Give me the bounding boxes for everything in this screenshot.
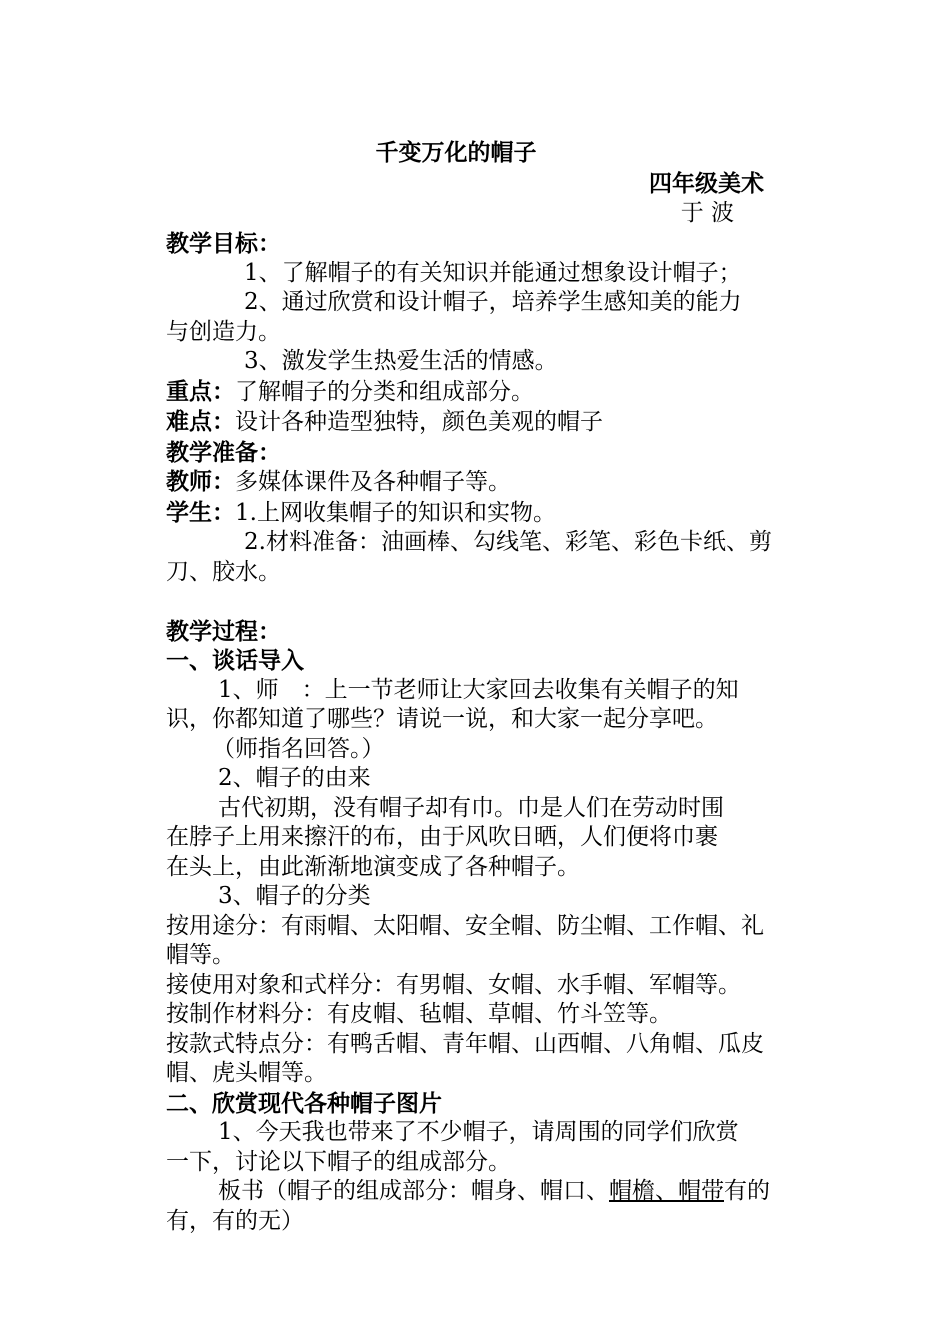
- board-writing-pre: 板书（帽子的组成部分：帽身、帽口、: [218, 1178, 609, 1204]
- classification-1: 按用途分：有雨帽、太阳帽、安全帽、防尘帽、工作帽、礼: [166, 912, 764, 939]
- preparation-heading: 教学准备：: [166, 438, 281, 466]
- paragraph-1: 1、师 ：上一节老师让大家回去收集有关帽子的知: [218, 676, 739, 703]
- teacher-text: 多媒体课件及各种帽子等。: [235, 469, 511, 495]
- objective-2-cont: 与创造力。: [166, 318, 281, 345]
- grade-label: 四年级美术: [649, 170, 764, 197]
- key-point: [166, 377, 786, 408]
- paragraph-3-cont-2: 在头上，由此渐渐地演变成了各种帽子。: [166, 853, 580, 880]
- paragraph-4: 3、帽子的分类: [218, 883, 371, 909]
- paragraph-3: 古代初期，没有帽子却有巾。巾是人们在劳动时围: [218, 794, 724, 821]
- classification-4-cont: 帽、虎头帽等。: [166, 1060, 327, 1086]
- key-point-label: 重点：: [166, 377, 235, 405]
- key-point-text: 了解帽子的分类和组成部分。: [235, 378, 534, 405]
- document-title: 千变万化的帽子: [375, 139, 537, 166]
- document-page: [166, 138, 786, 1236]
- section-2-para-1-cont: 一下，讨论以下帽子的组成部分。: [166, 1148, 511, 1175]
- difficult-point-text: 设计各种造型独特，颜色美观的帽子: [235, 409, 603, 435]
- teacher-label: 教师：: [166, 468, 235, 495]
- paragraph-2: 2、帽子的由来: [218, 765, 371, 791]
- paragraph-1-note: （师指名回答。）: [212, 735, 385, 762]
- student-text-1: 1.上网收集帽子的知识和实物。: [235, 499, 556, 526]
- difficult-point-label: 难点：: [166, 408, 235, 435]
- objective-3: 3、激发学生热爱生活的情感。: [244, 348, 558, 374]
- board-writing-cont: 有，有的无）: [166, 1207, 304, 1234]
- objective-1: 1、了解帽子的有关知识并能通过想象设计帽子；: [244, 259, 742, 286]
- difficult-point: [166, 407, 786, 438]
- paragraph-3-cont-1: 在脖子上用来擦汗的布，由于风吹日晒，人们便将巾裹: [166, 824, 718, 850]
- classification-2: 接使用对象和式样分：有男帽、女帽、水手帽、军帽等。: [166, 971, 741, 998]
- student-prep: [166, 498, 786, 529]
- author-name: 于 波: [680, 200, 734, 226]
- objective-2: 2、通过欣赏和设计帽子，培养学生感知美的能力: [244, 289, 742, 315]
- classification-3: 按制作材料分：有皮帽、毡帽、草帽、竹斗笠等。: [166, 1001, 672, 1027]
- paragraph-1-cont: 识，你都知道了哪些？请说一说，和大家一起分享吧。: [166, 706, 718, 732]
- student-label: 学生：: [166, 498, 235, 526]
- student-text-2: 2.材料准备：油画棒、勾线笔、彩笔、彩色卡纸、剪: [244, 529, 772, 555]
- teacher-prep: [166, 467, 786, 498]
- board-writing: [166, 1177, 786, 1207]
- section-2-para-1: 1、今天我也带来了不少帽子，请周围的同学们欣赏: [218, 1119, 739, 1145]
- blank-line: [166, 587, 786, 617]
- board-writing-post: 有的: [724, 1178, 770, 1204]
- classification-1-cont: 帽等。: [166, 942, 235, 968]
- section-2-heading: 二、欣赏现代各种帽子图片: [166, 1089, 442, 1117]
- section-1-heading: 一、谈话导入: [166, 647, 304, 674]
- student-text-2-cont: 刀、胶水。: [166, 558, 281, 585]
- board-writing-underlined: 帽檐、帽带: [609, 1178, 724, 1204]
- classification-4: 按款式特点分：有鸭舌帽、青年帽、山西帽、八角帽、瓜皮: [166, 1030, 764, 1057]
- process-heading: 教学过程：: [166, 617, 281, 645]
- objectives-heading: 教学目标：: [166, 230, 281, 257]
